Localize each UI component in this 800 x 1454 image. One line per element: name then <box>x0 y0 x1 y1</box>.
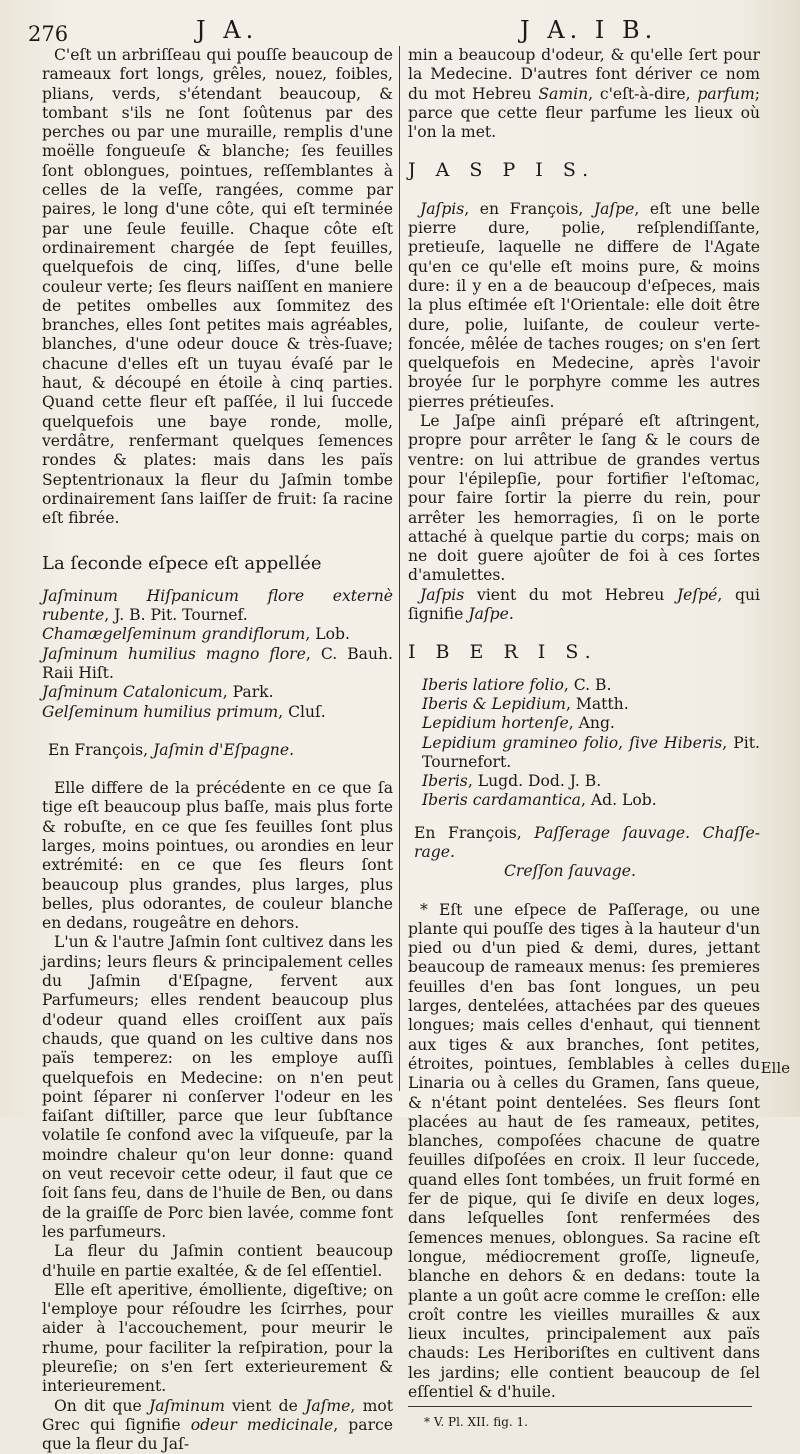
column-divider <box>399 46 400 1091</box>
running-header-left: J A. <box>196 16 259 44</box>
synonym-line: Iberis latiore folio, C. B. <box>422 675 612 694</box>
french-name-line: En François, Paſſerage ſauvage. Chaſſe-rage. <box>414 823 760 861</box>
iberis-description-paragraph: * Eſt une eſpece de Paſſerage, ou une plante qui pouſſe des tiges à la hauteur d'un pied ou d'un pied & demi, dures, jettant beaucoup de rameaux menus: ſes premieres feuilles d'en bas ſont longues, un peu larges, dentelées, attachées par des queues longues; mais celles d'enhaut, qui tiennent aux tiges & aux branches, ſont petites, étroites, pointues, ſemblables à celles du Linaria ou à celles du Gramen, ſans queue, & n'étant point dentelées. Ses fleurs ſont placées au haut de ſes rameaux, petites, blanches, compoſées chacune de quatre feuilles diſpoſées en croix. Il leur ſuccede, quand elles ſont tombées, un fruit formé en fer de pique, qui ſe diviſe en deux loges, dans leſquelles ſont renfermées des ſemences menues, oblongues. Sa racine eſt longue, médiocrement groſſe, ligneuſe, blanche en dehors & en dedans: toute la plante a un goût acre comme le creſſon: elle croît contre les vieilles murailles & aux lieux incultes, principalement aux païs chauds: Les Heriboriſtes en cultivent dans les jardins; elle contient beaucoup de ſel eſſentiel & d'huile. <box>408 900 760 1401</box>
medicinal-uses-paragraph: Elle eſt aperitive, émolliente, digeſtive; on l'employe pour réſoudre les ſcirrhes, pour aider à l'accouchement, pour meurir le rhume, pour faciliter la reſpiration, pour la pleureſie; on s'en ſert exterieurement & interieurement. <box>42 1280 393 1396</box>
jaspis-etymology-paragraph: Jaſpis vient du mot Hebreu Jeſpé, qui ſignifie Jaſpe. <box>408 585 760 624</box>
synonym-line: Iberis & Lepidium, Matth. <box>422 694 629 713</box>
synonym-line: Iberis, Lugd. Dod. J. B. <box>422 772 602 791</box>
catchword: Elle <box>760 1059 790 1077</box>
jaspis-heading: J A S P I S. <box>408 159 596 182</box>
footnote: * V. Pl. XII. fig. 1. <box>424 1415 528 1430</box>
footnote-rule <box>408 1406 752 1407</box>
synonym-line: Chamægelſeminum grandiflorum, Lob. <box>42 625 350 644</box>
composition-paragraph: La fleur du Jaſmin contient beaucoup d'huile en partie exaltée, & de ſel eſſentiel. <box>42 1242 393 1280</box>
synonym-line: Jaſminum Hiſpanicum flore externè rubente, J. B. Pit. Tournef. <box>42 586 393 625</box>
french-name-line: En François, Jaſmin d'Eſpagne. <box>48 740 295 759</box>
synonym-line: Jaſminum humilius magno flore, C. Bauh. Raii Hiſt. <box>42 644 393 682</box>
left-column <box>42 46 393 1454</box>
synonym-line: Iberis cardamantica, Ad. Lob. <box>422 791 657 810</box>
jaspis-uses-paragraph: Le Jaſpe ainſi préparé eſt aſtringent, propre pour arrêter le ſang & le cours de ventre: on lui attribue de grandes vertus pour l'épilepſie, pour fortifier l'eſtomac, pour faire ſortir la pierre du rein, pour arrêter les hemorragies, ſi on le porte attaché à quelque partie du corps; mais on ne doit guere ajoûter de foi à ces ſortes d'amulettes. <box>408 412 760 585</box>
synonym-line: Lepidium gramineo folio, ſive Hiberis, Pit. Tournefort. <box>422 733 760 771</box>
etymology-continuation-paragraph: min a beaucoup d'odeur, & qu'elle ſert pour la Medecine. D'autres font dériver ce nom du mot Hebreu Samin, c'eſt-à-dire, parfum; parce que cette fleur parfume les lieux où l'on la met. <box>408 46 760 142</box>
cultivation-paragraph: L'un & l'autre Jaſmin ſont cultivez dans les jardins; leurs fleurs & principalement celles du Jaſmin d'Eſpagne, fervent aux Parfumeurs; elles rendent beaucoup plus d'odeur quand elles croiſſent aux païs chauds, que quand on les cultive dans nos païs temperez: on les employe auſſi quelquefois en Medecine: on n'en peut point ſéparer ni conſerver l'odeur en les faiſant diſtiller, parce que leur ſubſtance volatile ſe confond avec la viſqueuſe, par la moindre chaleur qu'on leur donne: quand on veut recevoir cette odeur, il faut que ce ſoit ſans feu, dans de l'huile de Ben, ou dans de la graiſſe de Porc bien lavée, comme font les parfumeurs. <box>42 933 393 1241</box>
right-column <box>408 46 760 1433</box>
synonym-line: Lepidium hortenſe, Ang. <box>422 714 615 733</box>
iberis-heading: I B E R I S. <box>408 641 598 664</box>
second-species-heading: La ſeconde eſpece eſt appellée <box>42 553 322 575</box>
etymology-paragraph: On dit que Jaſminum vient de Jaſme, mot Grec qui ſignifie odeur medicinale, parce que la fleur du Jaſ- <box>42 1396 394 1454</box>
species-comparison-paragraph: Elle differe de la précédente en ce que ſa tige eſt beaucoup plus baſſe, mais plus forte & robuſte, en ce que ſes feuilles ſont plus larges, moins pointues, ou arondies en leur extrémité: en ce que ſes fleurs ſont beaucoup plus grandes, plus larges, plus belles, plus odorantes, de couleur blanche en dedans, rougeâtre en dehors. <box>42 779 393 933</box>
running-header-right: J A. I B. <box>520 16 658 44</box>
jasmin-description-paragraph: C'eſt un arbriſſeau qui pouſſe beaucoup de rameaux fort longs, grêles, nouez, foibles, plians, verds, s'étendant beaucoup, & tombant s'ils ne ſont ſoûtenus par des perches ou par une muraille, remplis d'une moëlle fongueuſe & blanche; ſes feuilles ſont oblongues, pointues, reſſemblantes à celles de la veſſe, rangées, comme par paires, le long d'une côte, qui eſt terminée par une ſeule feuille. Chaque côte eſt ordinairement chargée de ſept feuilles, quelquefois de cinq, liſſes, d'une belle couleur verte; ſes fleurs naiſſent en maniere de petites ombelles aux ſommitez des branches, elles ſont petites mais agréables, blanches, d'une odeur douce & très-ſuave; chacune d'elles eſt un tuyau évaſé par le haut, & découpé en étoile à cinq parties. Quand cette fleur eſt paſſée, il lui ſuccede quelquefois une baye ronde, molle, verdâtre, renfermant quelques ſemences rondes & plates: mais dans les païs Septentrionaux la fleur du Jaſmin tombe ordinairement ſans laiſſer de fruit: ſa racine eſt fibrée. <box>42 46 393 528</box>
page-number: 276 <box>28 22 69 46</box>
synonym-line: Gelſeminum humilius primum, Cluſ. <box>42 702 326 721</box>
french-name-line: Creſſon ſauvage. <box>504 862 636 881</box>
synonym-line: Jaſminum Catalonicum, Park. <box>42 683 274 702</box>
jaspis-description-paragraph: Jaſpis, en François, Jaſpe, eſt une belle pierre dure, polie, reſplendiſſante, pretieuſe, laquelle ne differe de l'Agate qu'en ce qu'elle eſt moins pure, & moins dure: il y en a de beaucoup d'eſpeces, mais la plus eſtimée eſt l'Orientale: elle doit être dure, polie, luiſante, de couleur verte-foncée, mêlée de taches rouges; on s'en ſert quelquefois en Medecine, après l'avoir broyée ſur le porphyre comme les autres pierres prétieuſes. <box>408 199 760 411</box>
